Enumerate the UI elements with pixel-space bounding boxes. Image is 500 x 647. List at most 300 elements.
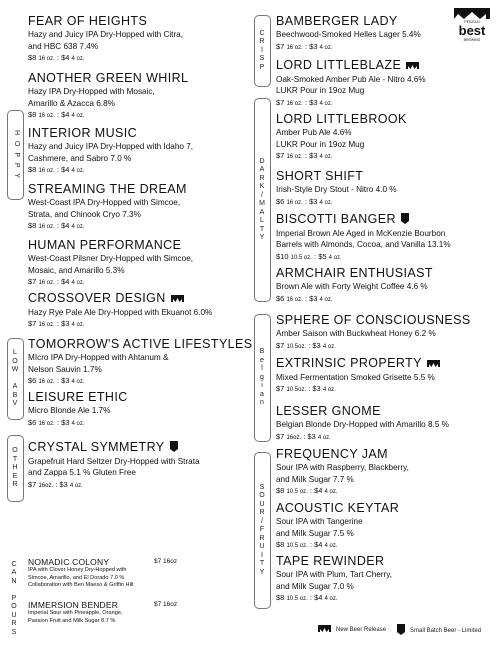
beer-name-text: ANOTHER GREEN WHIRL <box>28 71 189 85</box>
size-small: 4 oz. <box>328 254 342 261</box>
price-small: $5 <box>318 251 327 261</box>
beer-item <box>276 501 496 552</box>
beer-price: $8 16 oz. : $4 4 oz. <box>28 165 85 175</box>
beer-price: $6 16 oz. : $3 4 oz. <box>28 417 85 427</box>
beer-description <box>276 569 496 592</box>
beer-item <box>276 404 496 443</box>
size-small: 4 oz. <box>317 434 331 441</box>
beer-price: $8 16 oz. : $4 4 oz. <box>28 221 85 231</box>
section-letter: C <box>259 29 266 37</box>
beer-name-text: FEAR OF HEIGHTS <box>28 14 148 28</box>
beer-name <box>276 404 496 418</box>
price-small: $3 <box>59 479 68 489</box>
beer-name <box>276 212 496 227</box>
beer-item <box>28 291 253 331</box>
beer-item <box>276 14 496 53</box>
beer-name <box>276 266 496 280</box>
section-letter: R <box>11 620 18 628</box>
beer-name-text: INTERIOR MUSIC <box>28 126 138 140</box>
price-small: $4 <box>61 165 70 175</box>
beer-item <box>28 337 253 388</box>
beer-item <box>276 169 496 208</box>
section-letter: e <box>260 356 265 364</box>
beer-name <box>28 71 253 85</box>
size-large: 10.5oz. <box>286 343 307 350</box>
size-large: 16 oz. <box>38 224 55 231</box>
section-letter: P <box>259 63 266 71</box>
section-dark-malty <box>254 98 271 302</box>
section-letter: n <box>260 399 265 407</box>
size-small: 4 oz. <box>324 596 338 603</box>
beer-name-text: ACOUSTIC KEYTAR <box>276 501 400 515</box>
section-letter <box>14 375 17 384</box>
can-name: NOMADIC COLONY <box>28 557 110 567</box>
description-line: Sour IPA with Tangerine <box>276 517 363 526</box>
size-large: 16 oz. <box>38 113 55 120</box>
beer-name-text: FREQUENCY JAM <box>276 447 388 461</box>
description-line: Imperial Sour with Pineapple, Orange, <box>28 610 123 616</box>
can-description <box>28 567 218 590</box>
size-small: 4 oz. <box>322 343 336 350</box>
price-large: $8 <box>28 110 37 120</box>
price-large: $7 <box>28 319 37 329</box>
price-small: $4 <box>314 486 323 496</box>
description-line: Brown Ale with Forty Weight Coffee 4.6 % <box>276 282 428 291</box>
size-small: 4 oz. <box>324 543 338 550</box>
beer-name <box>28 390 253 404</box>
beer-price: $7 16 oz. : $3 4 oz. <box>276 151 333 161</box>
beer-item <box>276 58 496 109</box>
price-small: $3 <box>309 196 318 206</box>
beer-price: $8 10.5 oz. : $4 4 oz. <box>276 486 338 496</box>
description-line: MIcro IPA Dry-Hopped with Ahtanum & <box>28 353 169 362</box>
new-release-icon <box>427 357 440 371</box>
price-large: $6 <box>28 417 37 427</box>
section-letter: T <box>12 455 19 463</box>
price-small: $3 <box>309 97 318 107</box>
description-line: Micro Blonde Ale 1.7% <box>28 406 111 415</box>
size-large: 16 oz. <box>38 56 55 63</box>
description-line: Amber Saison with Buckwheat Honey 6.2 % <box>276 329 436 338</box>
size-small: 4 oz. <box>71 224 85 231</box>
beer-price: $7 16 oz. : $3 4 oz. <box>28 319 85 329</box>
section-letter: R <box>259 174 266 182</box>
section-letter: g <box>260 373 265 381</box>
size-small: 4 oz. <box>319 199 333 206</box>
beer-item <box>28 126 253 177</box>
description-line: Nelson Sauvin 1.7% <box>28 364 102 374</box>
price-small: $3 <box>309 293 318 303</box>
beer-price: $6 16 oz. : $3 4 oz. <box>276 293 333 303</box>
beer-name <box>276 501 496 515</box>
price-large: $6 <box>276 196 285 206</box>
size-large: 10.5 oz. <box>286 489 308 496</box>
description-line: LUKR Pour in 19oz Mug <box>276 86 365 96</box>
section-letter: A <box>12 383 19 391</box>
section-letter: Y <box>259 568 266 576</box>
beer-description <box>28 141 253 164</box>
size-small: 4 oz. <box>69 482 83 489</box>
price-small: $4 <box>61 277 70 287</box>
beer-item <box>276 212 496 263</box>
description-line: Hazy IPA Dry-Hopped with Mosaic, <box>28 87 155 96</box>
svg-text:BREWING: BREWING <box>463 38 481 42</box>
price-large: $6 <box>276 293 285 303</box>
size-large: 16 oz. <box>286 154 303 161</box>
description-line: Sour IPA with Raspberry, Blackberry, <box>276 463 409 472</box>
price-large: $7 <box>28 479 37 489</box>
beer-name-text: LEISURE ETHIC <box>28 390 128 404</box>
section-other <box>7 435 24 502</box>
beer-price: $7 16 oz. : $3 4 oz. <box>276 97 333 107</box>
section-letter: U <box>259 500 266 508</box>
section-letter: A <box>259 166 266 173</box>
size-large: 16 oz. <box>286 100 303 107</box>
size-small: 4 oz. <box>322 387 336 394</box>
size-large: 10.5 oz. <box>286 543 308 550</box>
svg-text:PEEZOAI: PEEZOAI <box>464 20 480 24</box>
section-letter: S <box>259 483 266 491</box>
price-large: $7 <box>276 431 285 441</box>
beer-price: $8 16 oz. : $4 4 oz. <box>28 53 85 63</box>
size-small: 4 oz. <box>319 296 333 303</box>
beer-description <box>28 253 253 276</box>
price-small: $4 <box>61 53 70 63</box>
size-small: 4 oz. <box>319 44 333 51</box>
size-small: 4 oz. <box>319 154 333 161</box>
section-letter: N <box>11 577 18 585</box>
beer-price: $7 10.5oz. : $3 4 oz. <box>276 384 336 394</box>
beer-description <box>276 419 496 431</box>
section-letter: i <box>261 382 264 390</box>
beer-name-text: LORD LITTLEBLAZE <box>276 58 402 72</box>
size-small: 4 oz. <box>71 280 85 287</box>
size-small: 4 oz. <box>71 56 85 63</box>
beer-name <box>276 58 496 73</box>
beer-description <box>28 86 253 109</box>
legend-new-label: New Beer Release <box>336 626 387 633</box>
beer-description <box>276 228 496 251</box>
legend-small-batch <box>397 624 481 637</box>
price-small: $3 <box>309 151 318 161</box>
beer-name <box>276 169 496 183</box>
beer-description <box>28 405 253 417</box>
beer-name <box>28 337 253 351</box>
beer-name <box>28 291 253 306</box>
size-large: 10.5oz. <box>286 387 307 394</box>
price-small: $4 <box>61 110 70 120</box>
beer-name <box>276 356 496 371</box>
price-large: $7 <box>276 340 285 350</box>
beer-price: $8 10.5 oz. : $4 4 oz. <box>276 540 338 550</box>
price-large: $7 <box>276 151 285 161</box>
section-letter: P <box>11 594 18 602</box>
description-line: West-Coast IPA Dry-Hopped with Simcoe, <box>28 198 181 207</box>
description-line: Mosaic, and Amarillo 5.3% <box>28 265 125 275</box>
size-large: 16 oz. <box>38 168 55 175</box>
section-letter: V <box>12 400 19 408</box>
legend-new-release <box>318 624 386 635</box>
size-small: 4 oz. <box>71 322 85 329</box>
beer-description <box>276 516 496 539</box>
small-batch-icon <box>401 213 409 227</box>
beer-name <box>28 126 253 140</box>
beer-name <box>276 554 496 568</box>
section-letter: H <box>12 464 19 472</box>
description-line: IPA with Clover Honey Dry-Hopped with <box>28 567 127 573</box>
description-line: and Milk Sugar 7.5 % <box>276 528 354 538</box>
beer-name <box>28 440 253 455</box>
can-item <box>28 600 218 625</box>
section-letter: O <box>259 492 266 500</box>
section-crisp <box>254 15 271 87</box>
description-line: LUKR Pour in 19oz Mug <box>276 139 365 149</box>
price-large: $7 <box>276 41 285 51</box>
beer-name <box>28 182 253 196</box>
section-letter: l <box>261 365 264 373</box>
beer-price: $7 16oz. : $3 4 oz. <box>28 479 83 489</box>
beer-price: $7 16 oz. : $3 4 oz. <box>276 41 333 51</box>
section-sour-fruity <box>254 452 271 609</box>
description-line: Passion Fruit and Milk Sugar 8.7 % <box>28 617 116 624</box>
size-large: 16oz. <box>38 482 54 489</box>
can-description <box>28 610 218 625</box>
size-large: 16oz. <box>286 434 302 441</box>
size-large: 10.5 oz. <box>290 254 312 261</box>
new-release-icon <box>406 59 419 73</box>
beer-name-text: EXTRINSIC PROPERTY <box>276 356 422 370</box>
beer-name-text: ARMCHAIR ENTHUSIAST <box>276 266 433 280</box>
can-name: IMMERSION BENDER <box>28 600 119 610</box>
size-large: 16 oz. <box>38 420 55 427</box>
beer-item <box>28 182 253 233</box>
description-line: and Zappa 5.1 % Gluten Free <box>28 468 136 478</box>
beer-item <box>28 238 253 289</box>
new-release-icon <box>171 292 184 306</box>
section-letter: M <box>259 200 266 207</box>
price-large: $8 <box>276 486 285 496</box>
section-letter: R <box>259 534 266 542</box>
description-line: Imperial Brown Ale Aged in McKenzie Bourbon <box>276 228 446 238</box>
beer-name <box>276 14 496 28</box>
can-price: $7 16oz <box>154 601 178 608</box>
beer-item <box>276 112 496 163</box>
size-small: 4 oz. <box>71 113 85 120</box>
description-line: Hazy and Juicy IPA Dry-Hopped with Idaho 7, <box>28 142 194 151</box>
section-letter: U <box>11 611 18 619</box>
section-letter: O <box>11 603 18 611</box>
size-large: 16 oz. <box>38 322 55 329</box>
size-small: 4 oz. <box>71 420 85 427</box>
description-line: and Milk Sugar 7.7 % <box>276 474 354 484</box>
price-large: $7 <box>276 97 285 107</box>
legend-small-label: Small Batch Beer - Limited <box>410 627 482 634</box>
size-large: 10.5 oz. <box>286 596 308 603</box>
price-large: $8 <box>276 540 285 550</box>
beer-item <box>28 390 253 429</box>
beer-name-text: SHORT SHIFT <box>276 169 364 183</box>
beer-item <box>28 440 253 491</box>
section-letter: C <box>11 560 18 568</box>
can-price: $7 16oz <box>154 558 178 565</box>
beer-description <box>276 127 496 150</box>
beer-item <box>28 14 253 65</box>
beer-name <box>28 238 253 252</box>
section-letter: T <box>259 225 266 233</box>
beer-price: $7 16oz. : $3 4 oz. <box>276 431 331 441</box>
beer-description <box>276 462 496 485</box>
beer-name-text: TAPE REWINDER <box>276 554 385 568</box>
description-line: and Milk Sugar 7.0 % <box>276 581 354 591</box>
beer-item <box>276 447 496 498</box>
description-line: Amarillo & Azacca 6.8% <box>28 98 115 108</box>
description-line: Hazy and Juicy IPA Dry-Hopped with Citra, <box>28 30 184 39</box>
section-letter: L <box>13 349 18 357</box>
section-letter: R <box>259 509 266 517</box>
description-line: Grapefruit Hard Seltzer Dry-Hopped with Strata <box>28 456 200 466</box>
small-batch-icon <box>397 624 405 637</box>
beer-description <box>276 29 496 41</box>
beer-item <box>276 356 496 396</box>
price-large: $8 <box>276 593 285 603</box>
section-letter: A <box>11 569 18 577</box>
price-large: $7 <box>276 384 285 394</box>
section-letter: Y <box>259 234 266 241</box>
beer-description <box>276 74 496 97</box>
beer-description <box>276 372 496 384</box>
beer-name-text: BISCOTTI BANGER <box>276 212 396 226</box>
beer-price: $6 16 oz. : $3 4 oz. <box>28 376 85 386</box>
beer-price: $6 16 oz. : $3 4 oz. <box>276 196 333 206</box>
description-line: Mixed Fermentation Smoked Grisette 5.5 % <box>276 372 435 382</box>
description-line: Cashmere, and Sabro 7.0 % <box>28 153 132 163</box>
section-letter: E <box>12 472 19 480</box>
size-small: 4 oz. <box>319 100 333 107</box>
section-low-abv <box>7 338 24 420</box>
beer-description <box>28 197 253 220</box>
beer-item <box>276 313 496 352</box>
section-letter: O <box>12 357 19 365</box>
beer-item <box>276 554 496 605</box>
beer-price: $8 10.5 oz. : $4 4 oz. <box>276 593 338 603</box>
section-letter: / <box>261 517 264 525</box>
section-letter: S <box>11 628 18 636</box>
price-large: $8 <box>28 221 37 231</box>
beer-description <box>276 281 496 293</box>
price-large: $8 <box>28 165 37 175</box>
section-letter: R <box>12 481 19 489</box>
size-large: 16 oz. <box>286 296 303 303</box>
description-line: Barrels with Almonds, Cocoa, and Vanilla 13.1% <box>276 240 451 250</box>
beer-description <box>28 29 253 52</box>
beer-item <box>28 71 253 122</box>
can-item <box>28 557 218 590</box>
beer-name-text: CRYSTAL SYMMETRY <box>28 440 165 454</box>
description-line: Strata, and Chinook Cryo 7.3% <box>28 209 141 219</box>
size-large: 16 oz. <box>38 379 55 386</box>
description-line: Belgian Blonde Dry-Hopped with Amarillo 8.5 % <box>276 420 449 429</box>
price-small: $3 <box>312 340 321 350</box>
section-letter <box>13 586 16 595</box>
section-letter: a <box>260 390 265 398</box>
section-letter: L <box>260 217 265 224</box>
price-small: $3 <box>61 417 70 427</box>
description-line: Beechwood-Smoked Helles Lager 5.4% <box>276 30 421 39</box>
section-letter: B <box>259 348 266 356</box>
section-letter: I <box>261 551 264 559</box>
section-letter: U <box>259 543 266 551</box>
size-large: 16 oz. <box>38 280 55 287</box>
price-large: $6 <box>28 376 37 386</box>
beer-description <box>28 307 253 319</box>
beer-description <box>28 456 253 479</box>
description-line: West-Coast Pilsner Dry-Hopped with Simcoe, <box>28 254 194 263</box>
section-belgian <box>254 314 271 442</box>
beer-description <box>276 184 496 196</box>
description-line: and HBC 638 7.4% <box>28 41 99 51</box>
section-letter: F <box>259 526 266 534</box>
section-letter: S <box>259 55 266 63</box>
beer-name <box>28 14 253 28</box>
small-batch-icon <box>170 441 178 455</box>
section-letter: D <box>259 157 266 165</box>
description-line: Irish-Style Dry Stout - Nitro 4.0 % <box>276 185 397 194</box>
section-hoppy-label: H O P P Y <box>12 130 20 180</box>
beer-item <box>276 266 496 305</box>
beer-name-text: LORD LITTLEBROOK <box>276 112 407 126</box>
price-large: $8 <box>28 53 37 63</box>
section-letter: A <box>259 208 266 216</box>
size-small: 4 oz. <box>71 379 85 386</box>
beer-name-text: SPHERE OF CONSCIOUSNESS <box>276 313 471 327</box>
price-small: $3 <box>61 376 70 386</box>
price-large: $10 <box>276 251 289 261</box>
price-small: $4 <box>314 540 323 550</box>
section-hoppy <box>7 110 24 200</box>
section-letter: T <box>259 560 266 568</box>
beer-name-text: STREAMING THE DREAM <box>28 182 187 196</box>
size-large: 16 oz. <box>286 199 303 206</box>
beer-name <box>276 313 496 327</box>
beer-price: $7 16 oz. : $4 4 oz. <box>28 277 85 287</box>
section-letter: B <box>12 391 19 399</box>
description-line: Simcoe, Amarillo, and El Dorado 7.0 % <box>28 574 125 581</box>
beer-name-text: LESSER GNOME <box>276 404 381 418</box>
beer-description <box>28 352 253 375</box>
size-small: 4 oz. <box>71 168 85 175</box>
section-letter: R <box>259 38 266 46</box>
description-line: Sour IPA with Plum, Tart Cherry, <box>276 570 393 579</box>
description-line: Hazy Rye Pale Ale Dry-Hopped with Ekuanot 6.0% <box>28 307 213 317</box>
price-small: $3 <box>312 384 321 394</box>
section-letter: W <box>11 366 20 374</box>
description-line: Collaboration with Ben Maeso & Griffin Hill <box>28 582 134 588</box>
section-letter: / <box>261 191 264 199</box>
beer-name-text: HUMAN PERFORMANCE <box>28 238 182 252</box>
beer-name-text: TOMORROW'S ACTIVE LIFESTYLES <box>28 337 253 351</box>
section-letter: K <box>259 183 266 190</box>
section-letter: O <box>12 447 19 455</box>
section-letter: I <box>261 46 264 54</box>
beer-name <box>276 447 496 461</box>
beer-price: $10 10.5 oz. : $5 4 oz. <box>276 251 342 261</box>
price-small: $4 <box>314 593 323 603</box>
beer-description <box>276 328 496 340</box>
price-small: $3 <box>307 431 316 441</box>
size-large: 16 oz. <box>286 44 303 51</box>
description-line: Oak-Smoked Amber Pub Ale - Nitro 4.6% <box>276 74 426 84</box>
description-line: Amber Pub Ale 4.6% <box>276 128 352 137</box>
